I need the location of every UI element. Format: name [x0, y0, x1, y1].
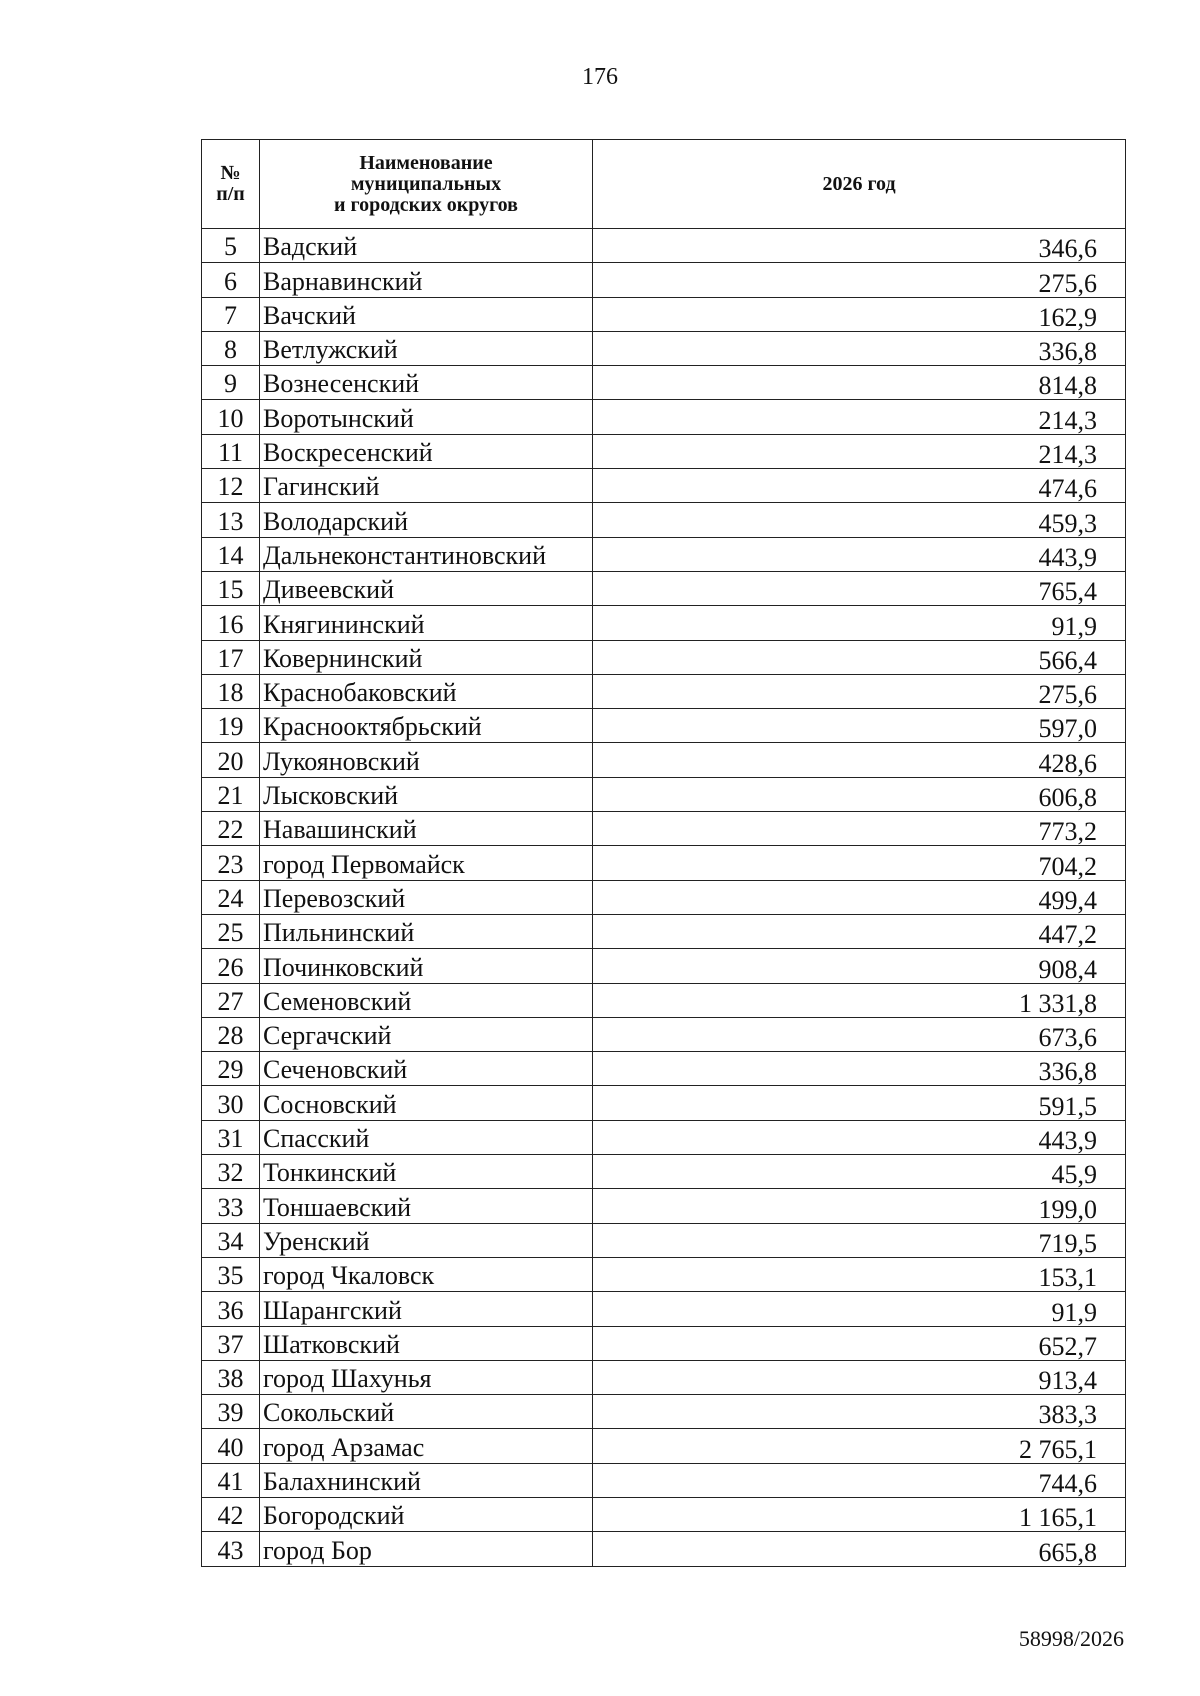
row-value: 91,9 [593, 606, 1126, 640]
row-number: 35 [202, 1257, 260, 1291]
municipality-name: Перевозский [260, 880, 593, 914]
row-number: 14 [202, 537, 260, 571]
table-row [202, 1463, 1126, 1497]
header-num-text: № п/п [216, 162, 245, 205]
row-value: 773,2 [593, 812, 1126, 846]
row-value: 45,9 [593, 1155, 1126, 1189]
table-row [202, 640, 1126, 674]
municipality-name: Шарангский [260, 1292, 593, 1326]
table-row [202, 674, 1126, 708]
row-value: 606,8 [593, 777, 1126, 811]
row-value: 744,6 [593, 1463, 1126, 1497]
row-value: 443,9 [593, 1120, 1126, 1154]
table-row [202, 914, 1126, 948]
row-value: 704,2 [593, 846, 1126, 880]
municipality-name: Сокольский [260, 1395, 593, 1429]
row-number: 33 [202, 1189, 260, 1223]
table-row [202, 1189, 1126, 1223]
row-number: 40 [202, 1429, 260, 1463]
row-number: 23 [202, 846, 260, 880]
row-number: 13 [202, 503, 260, 537]
row-number: 22 [202, 812, 260, 846]
row-value: 652,7 [593, 1326, 1126, 1360]
municipality-name: Сеченовский [260, 1052, 593, 1086]
table-row [202, 537, 1126, 571]
row-number: 21 [202, 777, 260, 811]
row-value: 499,4 [593, 880, 1126, 914]
row-value: 214,3 [593, 400, 1126, 434]
municipality-name: Сергачский [260, 1017, 593, 1051]
row-number: 36 [202, 1292, 260, 1326]
row-number: 18 [202, 674, 260, 708]
municipality-name: Спасский [260, 1120, 593, 1154]
row-number: 31 [202, 1120, 260, 1154]
row-number: 20 [202, 743, 260, 777]
row-number: 12 [202, 469, 260, 503]
municipality-name: Тоншаевский [260, 1189, 593, 1223]
row-number: 15 [202, 571, 260, 605]
municipality-name: Вадский [260, 229, 593, 263]
municipality-name: Лысковский [260, 777, 593, 811]
table-row [202, 1086, 1126, 1120]
row-number: 27 [202, 983, 260, 1017]
municipality-name: Воротынский [260, 400, 593, 434]
table-row [202, 777, 1126, 811]
row-number: 10 [202, 400, 260, 434]
table-row [202, 846, 1126, 880]
municipality-name: Пильнинский [260, 914, 593, 948]
table-row [202, 743, 1126, 777]
municipality-name: Вознесенский [260, 366, 593, 400]
row-number: 16 [202, 606, 260, 640]
row-number: 11 [202, 434, 260, 468]
row-value: 383,3 [593, 1395, 1126, 1429]
row-number: 38 [202, 1360, 260, 1394]
row-number: 17 [202, 640, 260, 674]
row-number: 37 [202, 1326, 260, 1360]
page-number: 176 [582, 64, 618, 90]
table-row [202, 1429, 1126, 1463]
table-row [202, 1052, 1126, 1086]
municipality-name: город Шахунья [260, 1360, 593, 1394]
row-number: 5 [202, 229, 260, 263]
row-value: 214,3 [593, 434, 1126, 468]
municipality-name: Сосновский [260, 1086, 593, 1120]
table-row [202, 709, 1126, 743]
table-row [202, 263, 1126, 297]
table-row [202, 812, 1126, 846]
table-row [202, 1017, 1126, 1051]
municipality-name: Богородский [260, 1497, 593, 1531]
table-row [202, 880, 1126, 914]
municipality-name: Володарский [260, 503, 593, 537]
row-value: 719,5 [593, 1223, 1126, 1257]
table-row [202, 949, 1126, 983]
municipality-name: Воскресенский [260, 434, 593, 468]
row-number: 29 [202, 1052, 260, 1086]
municipality-name: Балахнинский [260, 1463, 593, 1497]
row-value: 447,2 [593, 914, 1126, 948]
header-name-text: Наименование муниципальных и городских округов [334, 151, 518, 216]
table-row [202, 434, 1126, 468]
row-value: 91,9 [593, 1292, 1126, 1326]
table-row [202, 1395, 1126, 1429]
row-value: 765,4 [593, 571, 1126, 605]
row-value: 913,4 [593, 1360, 1126, 1394]
row-number: 34 [202, 1223, 260, 1257]
table-header-row [202, 140, 1126, 229]
table-row [202, 503, 1126, 537]
row-value: 1 165,1 [593, 1497, 1126, 1531]
table-row [202, 983, 1126, 1017]
table-row [202, 297, 1126, 331]
row-value: 346,6 [593, 229, 1126, 263]
municipality-name: Лукояновский [260, 743, 593, 777]
header-name [260, 140, 593, 229]
municipality-name: Княгининский [260, 606, 593, 640]
row-number: 9 [202, 366, 260, 400]
municipality-name: Тонкинский [260, 1155, 593, 1189]
row-number: 42 [202, 1497, 260, 1531]
row-value: 474,6 [593, 469, 1126, 503]
row-value: 336,8 [593, 1052, 1126, 1086]
row-value: 566,4 [593, 640, 1126, 674]
table-row [202, 1292, 1126, 1326]
municipality-name: Уренский [260, 1223, 593, 1257]
row-number: 39 [202, 1395, 260, 1429]
row-value: 275,6 [593, 674, 1126, 708]
row-value: 336,8 [593, 331, 1126, 365]
municipality-name: город Чкаловск [260, 1257, 593, 1291]
row-value: 908,4 [593, 949, 1126, 983]
table-row [202, 229, 1126, 263]
row-number: 19 [202, 709, 260, 743]
table-row [202, 606, 1126, 640]
row-number: 41 [202, 1463, 260, 1497]
row-number: 43 [202, 1532, 260, 1566]
row-value: 597,0 [593, 709, 1126, 743]
municipality-name: Варнавинский [260, 263, 593, 297]
municipality-name: Ковернинский [260, 640, 593, 674]
municipality-name: Шатковский [260, 1326, 593, 1360]
row-number: 25 [202, 914, 260, 948]
municipality-name: город Первомайск [260, 846, 593, 880]
row-number: 32 [202, 1155, 260, 1189]
header-year [593, 140, 1126, 229]
row-value: 443,9 [593, 537, 1126, 571]
municipality-name: Краснооктябрьский [260, 709, 593, 743]
municipality-name: Краснобаковский [260, 674, 593, 708]
allocation-table [201, 139, 1126, 1567]
row-value: 591,5 [593, 1086, 1126, 1120]
table-row [202, 1497, 1126, 1531]
municipality-name: Ветлужский [260, 331, 593, 365]
row-number: 7 [202, 297, 260, 331]
header-num [202, 140, 260, 229]
table-body [202, 229, 1126, 1567]
row-value: 459,3 [593, 503, 1126, 537]
municipality-name: Починковский [260, 949, 593, 983]
row-value: 162,9 [593, 297, 1126, 331]
table-row [202, 331, 1126, 365]
table-row [202, 1360, 1126, 1394]
table-row [202, 1155, 1126, 1189]
municipality-name: Вачский [260, 297, 593, 331]
row-value: 1 331,8 [593, 983, 1126, 1017]
municipality-name: Гагинский [260, 469, 593, 503]
municipality-name: Навашинский [260, 812, 593, 846]
row-number: 6 [202, 263, 260, 297]
table-row [202, 469, 1126, 503]
municipality-name: город Арзамас [260, 1429, 593, 1463]
row-number: 28 [202, 1017, 260, 1051]
table-row [202, 1257, 1126, 1291]
table-row [202, 1326, 1126, 1360]
row-value: 428,6 [593, 743, 1126, 777]
municipality-name: Семеновский [260, 983, 593, 1017]
row-value: 275,6 [593, 263, 1126, 297]
table-row [202, 1223, 1126, 1257]
row-number: 30 [202, 1086, 260, 1120]
row-value: 153,1 [593, 1257, 1126, 1291]
row-value: 199,0 [593, 1189, 1126, 1223]
row-value: 814,8 [593, 366, 1126, 400]
row-number: 8 [202, 331, 260, 365]
header-year-text: 2026 год [822, 172, 896, 195]
row-value: 2 765,1 [593, 1429, 1126, 1463]
municipality-name: город Бор [260, 1532, 593, 1566]
municipality-name: Дальнеконстантиновский [260, 537, 593, 571]
table-row [202, 571, 1126, 605]
municipality-name: Дивеевский [260, 571, 593, 605]
document-id: 58998/2026 [1018, 1626, 1124, 1651]
table-row [202, 400, 1126, 434]
row-number: 26 [202, 949, 260, 983]
row-value: 665,8 [593, 1532, 1126, 1566]
table-row [202, 366, 1126, 400]
table-row [202, 1120, 1126, 1154]
table-row [202, 1532, 1126, 1566]
row-number: 24 [202, 880, 260, 914]
row-value: 673,6 [593, 1017, 1126, 1051]
